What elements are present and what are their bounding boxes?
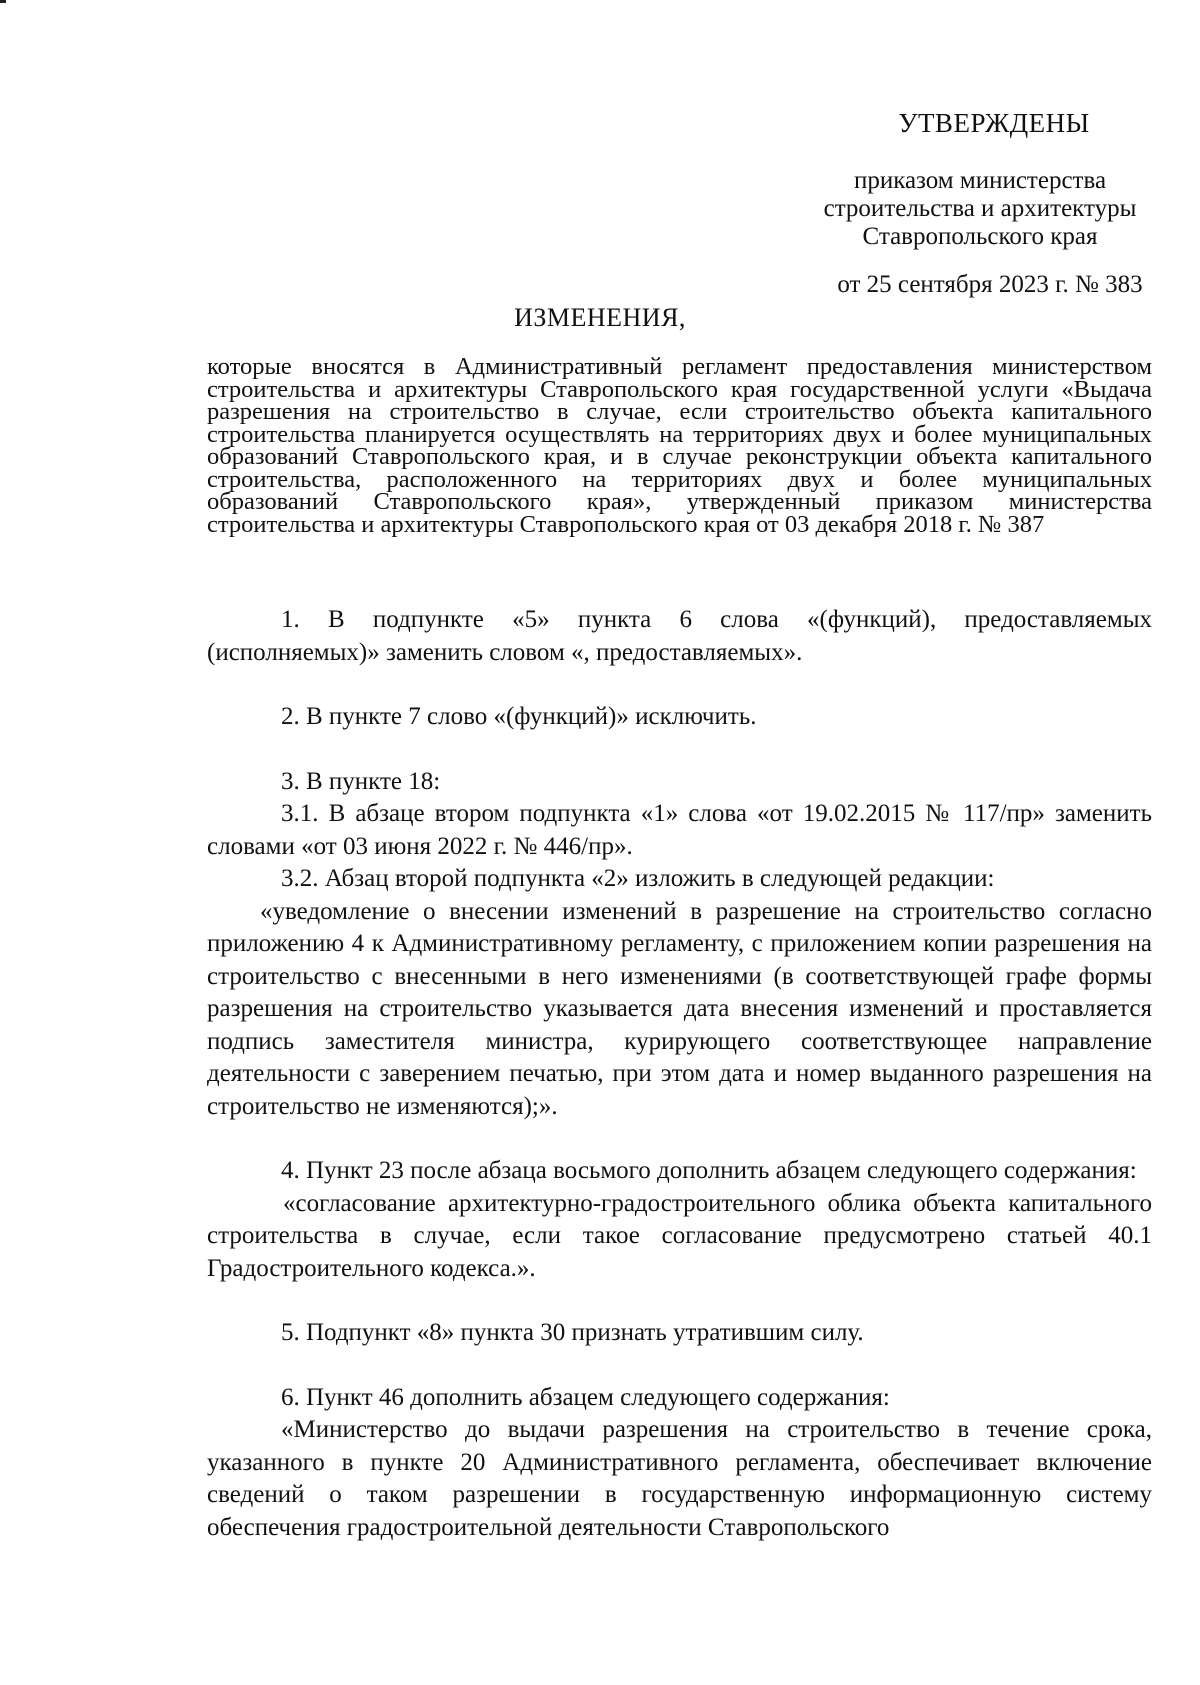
approval-authority bbox=[800, 167, 1160, 251]
paragraph-quote-4: «согласование архитектурно-градостроительного облика объекта капитального строительства в случае, если такое согласование предусмотрено статьей 40.1 Градостроительного кодекса.». bbox=[207, 1189, 1152, 1282]
approval-line: приказом министерства bbox=[853, 167, 1107, 194]
approval-line: строительства и архитектуры bbox=[823, 195, 1137, 222]
paragraph-item-2: 2. В пункте 7 слово «(функций)» исключить. bbox=[281, 703, 757, 730]
paragraph-quote-3-2: «уведомление о внесении изменений в разрешение на строительство согласно приложению 4 к Административному регламенту, с приложением копии разрешения на строительство с внесенными в него изменениями (в соответствующей графе формы разрешения на строительство указывается дата внесения изменений и проставляется подпись заместителя министра, курирующего соответствующее направление деятельности с заверением печатью, при этом дата и номер выданного разрешения на строительство не изменяются);». bbox=[207, 897, 1152, 1120]
paragraph-item-1: 1. В подпункте «5» пункта 6 слова «(функций), предоставляемых (исполняемых)» заменить словом «, предоставляемых». bbox=[207, 606, 1152, 666]
document-title: ИЗМЕНЕНИЯ, bbox=[514, 303, 686, 332]
paragraph-item-3-2: 3.2. Абзац второй подпункта «2» изложить в следующей редакции: bbox=[281, 865, 995, 892]
paragraph-item-4: 4. Пункт 23 после абзаца восьмого дополнить абзацем следующего содержания: bbox=[281, 1157, 1137, 1184]
approval-date: от 25 сентября 2023 г. № 383 bbox=[837, 271, 1143, 298]
paragraph-item-3: 3. В пункте 18: bbox=[281, 767, 441, 795]
document-body bbox=[207, 604, 1152, 1544]
scan-artifact bbox=[0, 0, 6, 3]
paragraph-item-3-1: 3.1. В абзаце втором подпункта «1» слова «от 19.02.2015 № 117/пр» заменить словами «от 03 июня 2022 г. № 446/пр». bbox=[207, 800, 1152, 860]
document-subtitle: которые вносятся в Административный регламент предоставления министерством строительства и архитектуры Ставропольского края государственной услуги «Выдача разрешения на строительство в случае, если строительство объекта капитального строительства планируется осуществлять на территориях двух и более муниципальных образований Ставропольского края, и в случае реконструкции объекта капитального строительства, расположенного на территориях двух и более муниципальных образований Ставропольского края», утвержденный приказом министерства строительства и архитектуры Ставропольского края от 03 декабря 2018 г. № 387 bbox=[207, 353, 1152, 538]
paragraph-item-6: 6. Пункт 46 дополнить абзацем следующего содержания: bbox=[281, 1383, 890, 1411]
approval-line: Ставропольского края bbox=[862, 223, 1098, 250]
paragraph-item-5: 5. Подпункт «8» пункта 30 признать утратившим силу. bbox=[281, 1319, 864, 1346]
approval-heading: УТВЕРЖДЕНЫ bbox=[898, 108, 1090, 138]
approval-block bbox=[800, 108, 1160, 299]
paragraph-quote-6: «Министерство до выдачи разрешения на строительство в течение срока, указанного в пункте 20 Административного регламента, обеспечивает включение сведений о таком разрешении в государственную информационную систему обеспечения градостроительной деятельности Ставропольского bbox=[207, 1416, 1152, 1541]
